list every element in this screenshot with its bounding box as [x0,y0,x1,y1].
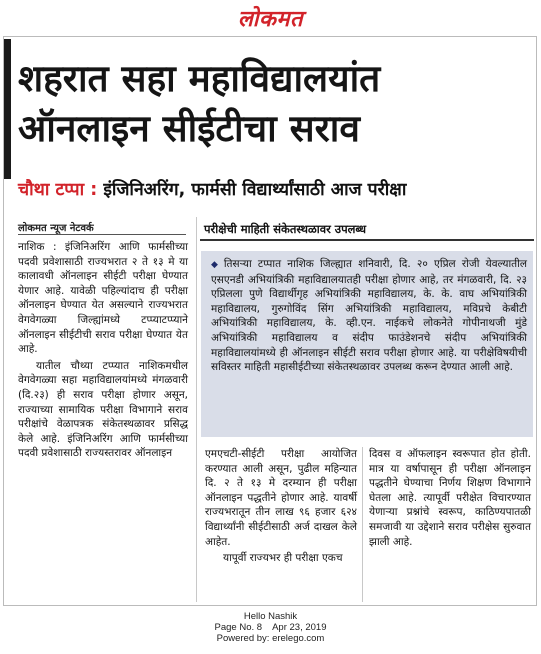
info-box [201,251,533,437]
newspaper-logo: लोकमत [237,6,304,32]
diamond-bullet-icon: ◆ [211,260,221,270]
paragraph: यापूर्वी राज्यभर ही परीक्षा एकच [223,552,343,565]
paragraph: एमएचटी-सीईटी परीक्षा आयोजित करण्यात आली असून, पुढील महिन्यात दि. २ ते १३ मे दरम्यान ही परीक्षा ऑनलाइन पद्धतीने होणार आहे. यावर्षी राज्यभरातून तीन लाख ९६ हजार ६२४ विद्यार्थ्यांनी सीईटीसाठी अर्ज दाखल केले आहेत. [205,448,357,548]
headline-line-2: ऑनलाइन सीईटीचा सराव [18,107,360,150]
news-article [3,36,537,606]
powered-by-link[interactable]: Powered by: erelego.com [216,633,325,644]
headline-accent-bar [4,39,11,179]
paragraph: दिवस व ऑफलाइन स्वरूपात होत होती. मात्र या वर्षापासून ही परीक्षा ऑनलाइन पद्धतीने घेण्याचा निर्णय शिक्षण विभागाने घेतला आहे. त्यापूर्वी परीक्षेत विचारण्यात येणाऱ्या प्रश्नांचे स्वरूप, काठिण्यपातळी समजावी या उद्देशाने सराव परीक्षेस सुरुवात झाली आहे. [369,448,531,548]
info-box-text: तिसऱ्या टप्पात नाशिक जिल्ह्यात शनिवारी, दि. २० एप्रिल रोजी येवल्यातील एसएनडी अभियांत्रिकी महाविद्यालयातही परीक्षा होणार आहे, तर मंगळवारी, दि. २३ एप्रिलला पुणे विद्यार्थीगृह अभियांत्रिकी महाविद्यालय, के. के. वाघ अभियांत्रिकी महाविद्यालय, गुरुगोविंद सिंग अभियांत्रिकी महाविद्यालय, मविप्रचे केबीटी अभियांत्रिकी महाविद्यालय, के. व्ही.एन. नाईकचे लोकनेते गोपीनाथजी मुंडे अभियांत्रिकी महाविद्यालय व संदीप फाउंडेशनचे संदीप अभियांत्रिकी महाविद्यालयांमध्ये ही ऑनलाइन सीईटी सराव परीक्षा होणार आहे. या परीक्षेविषयीची सविस्तर माहिती महासीईटीच्या संकेतस्थळावर उपलब्ध करून देण्यात आली आहे. [211,258,528,374]
paragraph: नाशिक : इंजिनिअरिंग आणि फार्मसीच्या पदवी प्रवेशासाठी राज्यभरात २ ते १३ मे या कालावधी ऑनलाइन सीईटी परीक्षा घेण्यात येणार आहे. यावेळी पहिल्यांदाच ही परीक्षा ऑनलाइन घेण्यात येत असल्याने राज्यभरात वेगवेगळ्या जिल्ह्यांमध्ये टप्प्याटप्प्याने ऑनलाइन सीईटीची सराव परीक्षा घेण्यात येत आहे. [18,241,188,356]
subheadline [18,179,534,201]
article-column-2 [205,447,357,566]
headline-line-1: शहरात सहा महाविद्यालयांत [18,57,381,100]
byline: लोकमत न्यूज नेटवर्क [18,223,94,234]
info-box-heading-text: परीक्षेची माहिती संकेतस्थळावर उपलब्ध [204,222,367,236]
column-divider [362,447,363,602]
masthead [0,0,541,34]
subheadline-text: इंजिनिअरिंग, फार्मसी विद्यार्थ्यांसाठी आज परीक्षा [97,180,407,200]
column-divider [196,217,197,602]
edition-name: Hello Nashik [243,611,298,622]
page-number-date: Page No. 8 Apr 23, 2019 [214,622,327,633]
subheadline-label: चौथा टप्पा : [18,180,98,200]
article-column-1 [18,240,188,463]
article-column-3 [369,447,531,549]
page-footer [0,611,541,644]
info-box-heading [200,217,534,241]
paragraph: यातील चौथ्या टप्प्यात नाशिकमधील वेगवेगळ्या सहा महाविद्यालयांमध्ये मंगळवारी (दि.२३) ही सराव परीक्षा होणार असून, राज्याच्या सामायिक परीक्षा विभागाने सराव परीक्षांचे वेळापत्रक संकेतस्थळावर प्रसिद्ध केले आहे. इंजिनिअरिंग आणि फार्मसीच्या पदवी प्रवेशासाठी राज्यस्तरावर ऑनलाइन [18,359,188,460]
byline-divider [18,234,186,235]
